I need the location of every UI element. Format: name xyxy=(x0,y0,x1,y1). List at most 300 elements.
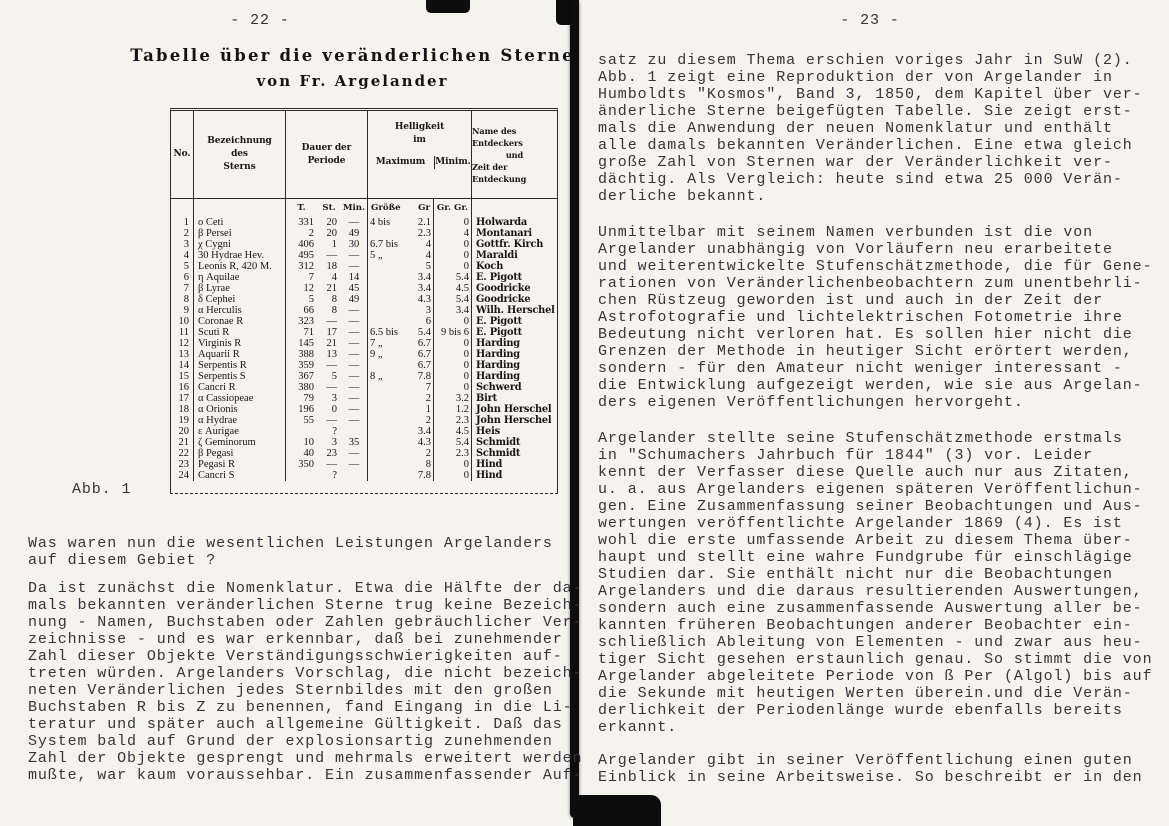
cell-discoverer: Hind xyxy=(471,459,557,470)
table-row xyxy=(171,459,557,470)
cell-discoverer: John Herschel xyxy=(471,415,557,426)
cell-discoverer: Koch xyxy=(471,261,557,272)
text-line: derliche bekannt. xyxy=(598,188,767,205)
max-left-part: 4 bis xyxy=(370,217,391,228)
text-line: haupt und stellt eine wahre Fundgrube für einschlägige xyxy=(598,549,1133,566)
text-line: mußte, war kaum voraussehbar. Ein zusammenfassender Auf- xyxy=(28,767,583,784)
cell-discoverer: E. Pigott xyxy=(471,272,557,283)
cell-brightness-maximum xyxy=(367,382,433,393)
cell-star-name: δ Cephei xyxy=(193,294,285,305)
text-line: wertungen veröffentlichte Argelander 1869 (4). Es ist xyxy=(598,515,1123,532)
text-line: Buchstaben R bis Z zu benennen, fand Eingang in die Li- xyxy=(28,699,573,716)
cell-brightness-maximum xyxy=(367,327,433,338)
cell-period-hours: 17 xyxy=(326,327,337,338)
cell-period-hours: 8 xyxy=(331,294,337,305)
table-title-line1: Tabelle über die veränderlichen Sterne xyxy=(130,46,575,65)
right-paragraph-3 xyxy=(598,430,1152,736)
cell-discoverer: E. Pigott xyxy=(471,316,557,327)
text-line: Dauer der xyxy=(301,142,352,153)
cell-period-hours: — xyxy=(326,459,337,470)
cell-period-hours: 3 xyxy=(331,437,337,448)
table-row xyxy=(171,349,557,360)
text-line: schließlich Ableitung von Elementen - und zwar aus heu- xyxy=(598,634,1143,651)
cell-period-days xyxy=(285,426,317,437)
text-line: Argelander stellte seine Stufenschätzmethode erstmals xyxy=(598,430,1123,447)
cell-discoverer: Goodricke xyxy=(471,283,557,294)
cell-star-name: Leonis R, 420 M. xyxy=(193,261,285,272)
cell-brightness-maximum xyxy=(367,316,433,327)
table-row xyxy=(171,217,557,228)
cell-star-name: ζ Geminorum xyxy=(193,437,285,448)
text-line: Sterns xyxy=(223,162,256,172)
cell-period-days: 406 xyxy=(285,239,317,250)
cell-period-days: 40 xyxy=(285,448,317,459)
table-row xyxy=(171,371,557,382)
table-title-line2: von Fr. Argelander xyxy=(256,72,449,90)
cell-row-number: 9 xyxy=(183,305,189,316)
scan-mark-bottom xyxy=(573,795,661,826)
table-row xyxy=(171,239,557,250)
cell-star-name: Scuti R xyxy=(193,327,285,338)
subheader-spacer xyxy=(193,199,285,217)
cell-brightness-maximum xyxy=(367,338,433,349)
table-row xyxy=(171,426,557,437)
cell-period-minutes: — xyxy=(348,371,360,382)
cell-row-number: 23 xyxy=(178,459,189,470)
cell-period-hours: 18 xyxy=(326,261,337,272)
cell-brightness-minimum: 0 xyxy=(433,459,471,470)
cell-brightness-minimum: 0 xyxy=(433,261,471,272)
text-line: erkannt. xyxy=(598,719,678,736)
cell-period-minutes: — xyxy=(348,393,360,404)
cell-star-name: α Orionis xyxy=(193,404,285,415)
cell-period-hours: 13 xyxy=(326,349,337,360)
cell-period-days: 2 xyxy=(285,228,317,239)
cell-brightness-maximum xyxy=(367,470,433,481)
max-right-part: 3.4 xyxy=(417,272,431,283)
cell-row-number: 10 xyxy=(178,316,189,327)
text-line: Unmittelbar mit seinem Namen verbunden ist die von xyxy=(598,224,1094,241)
text-line: nung - Namen, Buchstaben oder Zahlen gebräuchlicher Ver- xyxy=(28,614,583,631)
text-line: Argelander abgeleitete Periode von ß Per (Algol) bis auf xyxy=(598,668,1153,685)
cell-discoverer: Maraldi xyxy=(471,250,557,261)
text-line: Bedeutung nicht verloren hat. Es sollen hier nicht die xyxy=(598,326,1133,343)
cell-row-number: 16 xyxy=(178,382,189,393)
max-right-part: 4 xyxy=(425,250,431,261)
text-line: zeichnisse - und es war erkennbar, daß bei zunehmender xyxy=(28,631,563,648)
cell-discoverer: Wilh. Herschel xyxy=(471,305,557,316)
table-row xyxy=(171,250,557,261)
cell-row-number: 13 xyxy=(178,349,189,360)
cell-row-number: 24 xyxy=(178,470,189,481)
cell-discoverer: Gottfr. Kirch xyxy=(471,239,557,250)
text-line: sondern - für den Amateur nicht weniger interessant - xyxy=(598,360,1123,377)
cell-period-days: 71 xyxy=(285,327,317,338)
variable-stars-table xyxy=(170,108,558,494)
subheader-tage: T. xyxy=(285,199,317,217)
cell-row-number: 20 xyxy=(178,426,189,437)
max-right-part: 4.3 xyxy=(417,437,431,448)
cell-period-hours: 4 xyxy=(331,272,337,283)
cell-period-days: 323 xyxy=(285,316,317,327)
cell-period-days: 10 xyxy=(285,437,317,448)
cell-period-minutes: — xyxy=(348,404,360,415)
max-right-part: 4.3 xyxy=(417,294,431,305)
subheader-spacer xyxy=(171,199,193,217)
text-line: mals bekannten veränderlichen Sterne trug keine Bezeich- xyxy=(28,597,583,614)
cell-brightness-minimum: 4 xyxy=(433,228,471,239)
cell-period-hours: 8 xyxy=(331,305,337,316)
cell-discoverer: Harding xyxy=(471,338,557,349)
cell-brightness-maximum xyxy=(367,239,433,250)
cell-brightness-minimum: 0 xyxy=(433,360,471,371)
cell-row-number: 7 xyxy=(183,283,189,294)
max-right-part: 2 xyxy=(425,448,431,459)
cell-brightness-minimum: 5.4 xyxy=(433,272,471,283)
column-header-bezeichnung xyxy=(193,111,285,198)
cell-discoverer: Hind xyxy=(471,470,557,481)
cell-discoverer: Goodricke xyxy=(471,294,557,305)
table-row xyxy=(171,382,557,393)
cell-discoverer: Schmidt xyxy=(471,448,557,459)
cell-brightness-minimum: 0 xyxy=(433,217,471,228)
header-max-min-split xyxy=(368,156,472,169)
max-right-part: 6.7 xyxy=(417,349,431,360)
cell-brightness-minimum: 9 bis 6 xyxy=(433,327,471,338)
max-left-part: 6.7 bis xyxy=(370,239,399,250)
cell-star-name: Aquarii R xyxy=(193,349,285,360)
text-line: und xyxy=(505,149,524,160)
cell-period-hours: 23 xyxy=(326,448,337,459)
text-line: Argelander gibt in seiner Veröffentlichung einen guten xyxy=(598,752,1133,769)
cell-period-minutes: — xyxy=(348,415,360,426)
text-line: Studien dar. Sie enthält nicht nur die Beobachtungen xyxy=(598,566,1113,583)
subheader-stunden: St. xyxy=(322,203,336,213)
max-left-part: 5 „ xyxy=(370,250,383,261)
text-line: Abb. 1 zeigt eine Reproduktion der von Argelander in xyxy=(598,69,1113,86)
subheader-gr-gr: Gr. Gr. xyxy=(433,199,471,217)
cell-brightness-maximum xyxy=(367,437,433,448)
cell-row-number: 4 xyxy=(183,250,189,261)
cell-brightness-minimum: 0 xyxy=(433,371,471,382)
cell-discoverer: Harding xyxy=(471,360,557,371)
cell-row-number: 1 xyxy=(183,217,189,228)
text-line: auf diesem Gebiet ? xyxy=(28,552,217,569)
text-line: Helligkeit xyxy=(394,122,445,132)
text-line: große Zahl von Sternen war der Veränderlichkeit ver- xyxy=(598,154,1113,171)
table-row xyxy=(171,283,557,294)
table-row xyxy=(171,470,557,481)
cell-brightness-minimum: 0 xyxy=(433,349,471,360)
cell-brightness-minimum: 2.3 xyxy=(433,448,471,459)
cell-brightness-maximum xyxy=(367,371,433,382)
cell-star-name: χ Cygni xyxy=(193,239,285,250)
table-row xyxy=(171,393,557,404)
table-row xyxy=(171,261,557,272)
cell-period-hours: — xyxy=(326,360,337,371)
text-line: neten Veränderlichen jedes Sternbildes mit den großen xyxy=(28,682,553,699)
cell-row-number: 12 xyxy=(178,338,189,349)
cell-star-name: ε Aurigae xyxy=(193,426,285,437)
cell-discoverer: Heis xyxy=(471,426,557,437)
header-helligkeit-lines xyxy=(395,121,444,147)
max-right-part: 4 xyxy=(425,239,431,250)
text-line: tiger Sicht gesehen erstaunlich genau. So stimmt die von xyxy=(598,651,1153,668)
right-paragraph-2 xyxy=(598,224,1152,411)
cell-period-days xyxy=(285,470,317,481)
column-header-no xyxy=(171,111,193,198)
text-line: chen Rüstzeug geworden ist und auch in der Zeit der xyxy=(598,292,1103,309)
cell-brightness-minimum: 0 xyxy=(433,250,471,261)
header-maximum-label: Maximum xyxy=(375,157,426,167)
cell-brightness-maximum xyxy=(367,294,433,305)
cell-period-hours: ? xyxy=(332,426,337,437)
text-line: u. a. aus Argelanders eigenen späteren Veröffentlichun- xyxy=(598,481,1143,498)
cell-period-minutes: 45 xyxy=(348,283,360,294)
table-row xyxy=(171,294,557,305)
text-line: Astrofotografie und lichtelektrischen Fotometrie ihre xyxy=(598,309,1123,326)
cell-brightness-maximum xyxy=(367,459,433,470)
max-right-part: 7.8 xyxy=(417,470,431,481)
cell-brightness-minimum: 3.4 xyxy=(433,305,471,316)
table-row xyxy=(171,272,557,283)
cell-row-number: 3 xyxy=(183,239,189,250)
cell-brightness-minimum: 0 xyxy=(433,338,471,349)
cell-period-days: 55 xyxy=(285,415,317,426)
text-line: System bald auf Grund der explosionsartig zunehmenden xyxy=(28,733,553,750)
cell-star-name: o Ceti xyxy=(193,217,285,228)
cell-discoverer: Montanari xyxy=(471,228,557,239)
header-no-label: No. xyxy=(173,149,191,159)
cell-period-minutes: — xyxy=(348,217,360,228)
subheader-groesse xyxy=(367,199,433,217)
text-line: ders eigenen Veröffentlichungen hervorgeht. xyxy=(598,394,1024,411)
table-row xyxy=(171,415,557,426)
cell-period-minutes: — xyxy=(348,448,360,459)
cell-brightness-maximum xyxy=(367,272,433,283)
table-header xyxy=(171,111,557,199)
cell-period-minutes xyxy=(341,470,367,481)
cell-period-hours: ? xyxy=(332,470,337,481)
subheader-groesse-label: Größe xyxy=(371,203,401,213)
cell-brightness-minimum: 1.2 xyxy=(433,404,471,415)
text-line: Argelander unabhängig von Vorläufern neu erarbeitete xyxy=(598,241,1113,258)
text-line: Da ist zunächst die Nomenklatur. Etwa die Hälfte der da- xyxy=(28,580,583,597)
cell-period-minutes: — xyxy=(348,360,360,371)
cell-brightness-minimum: 4.5 xyxy=(433,426,471,437)
cell-period-days: 380 xyxy=(285,382,317,393)
cell-period-minutes: 49 xyxy=(348,228,360,239)
cell-period-days: 495 xyxy=(285,250,317,261)
cell-brightness-maximum xyxy=(367,283,433,294)
cell-period-days: 367 xyxy=(285,371,317,382)
cell-period-hours: 0 xyxy=(331,404,337,415)
table-title xyxy=(130,46,575,90)
cell-period-minutes: 14 xyxy=(348,272,360,283)
cell-row-number: 5 xyxy=(183,261,189,272)
cell-brightness-maximum xyxy=(367,305,433,316)
cell-star-name: Coronae R xyxy=(193,316,285,327)
subheader-spacer xyxy=(471,199,557,217)
cell-period-minutes: — xyxy=(348,327,360,338)
right-paragraph-1 xyxy=(598,52,1143,205)
cell-star-name: β Persei xyxy=(193,228,285,239)
max-right-part: 1 xyxy=(425,404,431,415)
cell-period-hours: — xyxy=(326,382,337,393)
cell-discoverer: Holwarda xyxy=(471,217,557,228)
cell-star-name: α Cassiopeae xyxy=(193,393,285,404)
text-line: Zeit der Entdeckung xyxy=(472,161,527,184)
cell-star-name: α Hydrae xyxy=(193,415,285,426)
max-right-part: 5 xyxy=(425,261,431,272)
cell-period-minutes: 49 xyxy=(348,294,360,305)
cell-brightness-maximum xyxy=(367,261,433,272)
max-left-part: 9 „ xyxy=(370,349,383,360)
column-header-dauer xyxy=(285,111,367,198)
cell-star-name: Serpentis R xyxy=(193,360,285,371)
cell-discoverer: Harding xyxy=(471,349,557,360)
cell-brightness-minimum: 0 xyxy=(433,316,471,327)
max-right-part: 6.7 xyxy=(417,338,431,349)
cell-period-hours: — xyxy=(326,250,337,261)
text-line: rationen von Veränderlichenbeobachtern zum unentbehrli- xyxy=(598,275,1143,292)
subheader-minuten: Min. xyxy=(342,203,366,213)
cell-brightness-maximum xyxy=(367,393,433,404)
cell-period-days: 66 xyxy=(285,305,317,316)
cell-period-days: 79 xyxy=(285,393,317,404)
cell-period-days: 312 xyxy=(285,261,317,272)
max-right-part: 5.4 xyxy=(417,327,431,338)
table-row xyxy=(171,327,557,338)
text-line: mals die Anwendung der neuen Nomenklatur und enthält xyxy=(598,120,1113,137)
text-line: Was waren nun die wesentlichen Leistungen Argelanders xyxy=(28,535,553,552)
cell-row-number: 18 xyxy=(178,404,189,415)
cell-period-hours: — xyxy=(326,316,337,327)
cell-period-minutes: — xyxy=(348,338,360,349)
right-page-number: - 23 - xyxy=(840,12,900,29)
max-right-part: 6 xyxy=(425,316,431,327)
cell-period-minutes: 35 xyxy=(348,437,360,448)
cell-period-days: 359 xyxy=(285,360,317,371)
text-line: wohl die erste umfassende Arbeit zu diesem Thema über- xyxy=(598,532,1133,549)
subheader-gr-label: Gr xyxy=(418,203,430,213)
cell-star-name: Pegasi R xyxy=(193,459,285,470)
cell-row-number: 15 xyxy=(178,371,189,382)
cell-period-days: 350 xyxy=(285,459,317,470)
text-line: die Sekunde mit heutigen Werten überein.und die Verän- xyxy=(598,685,1133,702)
text-line: kannten früheren Beobachtungen anderer Beobachter ein- xyxy=(598,617,1133,634)
cell-row-number: 6 xyxy=(183,272,189,283)
text-line: sondern auch eine zusammenfassende Auswertung aller be- xyxy=(598,600,1143,617)
cell-star-name: β Lyrae xyxy=(193,283,285,294)
max-right-part: 2 xyxy=(425,393,431,404)
cell-brightness-minimum: 0 xyxy=(433,470,471,481)
cell-period-hours: 21 xyxy=(326,283,337,294)
table-row xyxy=(171,437,557,448)
cell-period-minutes: — xyxy=(348,459,360,470)
cell-discoverer: Birt xyxy=(471,393,557,404)
cell-brightness-maximum xyxy=(367,217,433,228)
table-body xyxy=(171,217,557,493)
text-line: in "Schumachers Jahrbuch für 1844" (3) vor. Leider xyxy=(598,447,1094,464)
cell-period-hours: 20 xyxy=(326,217,337,228)
column-header-entdecker xyxy=(471,111,557,198)
cell-row-number: 8 xyxy=(183,294,189,305)
cell-brightness-minimum: 5.4 xyxy=(433,437,471,448)
text-line: Humboldts "Kosmos", Band 3, 1850, dem Kapitel über ver- xyxy=(598,86,1143,103)
cell-brightness-maximum xyxy=(367,415,433,426)
text-line: satz zu diesem Thema erschien voriges Jahr in SuW (2). xyxy=(598,52,1133,69)
text-line: derlichkeit der Periodenlänge wurde ebenfalls bereits xyxy=(598,702,1123,719)
cell-star-name: η Aquilae xyxy=(193,272,285,283)
table-row xyxy=(171,448,557,459)
cell-brightness-minimum: 5.4 xyxy=(433,294,471,305)
cell-period-hours: 3 xyxy=(331,393,337,404)
cell-star-name: Cancri R xyxy=(193,382,285,393)
cell-discoverer: Schmidt xyxy=(471,437,557,448)
left-page-number: - 22 - xyxy=(230,12,290,29)
text-line: die Entwicklung aufgezeigt werden, wie sie aus Argelan- xyxy=(598,377,1143,394)
max-right-part: 3.4 xyxy=(417,283,431,294)
cell-star-name: 30 Hydrae Hev. xyxy=(193,250,285,261)
cell-period-minutes: — xyxy=(348,349,360,360)
table-row xyxy=(171,360,557,371)
table-row xyxy=(171,338,557,349)
cell-period-days: 196 xyxy=(285,404,317,415)
cell-brightness-maximum xyxy=(367,349,433,360)
max-right-part: 7 xyxy=(425,382,431,393)
cell-row-number: 14 xyxy=(178,360,189,371)
cell-star-name: β Pegasi xyxy=(193,448,285,459)
cell-brightness-maximum xyxy=(367,360,433,371)
left-heading xyxy=(28,535,553,569)
figure-label: Abb. 1 xyxy=(72,481,132,498)
table-row xyxy=(171,404,557,415)
text-line: alle damals bekannten Veränderlichen. Eine etwa gleich xyxy=(598,137,1133,154)
max-left-part: 8 „ xyxy=(370,371,383,382)
cell-period-days: 12 xyxy=(285,283,317,294)
cell-brightness-minimum: 3.2 xyxy=(433,393,471,404)
left-paragraph xyxy=(28,580,582,784)
text-line: des xyxy=(231,149,248,159)
cell-brightness-maximum xyxy=(367,448,433,459)
cell-discoverer: John Herschel xyxy=(471,404,557,415)
cell-period-days: 388 xyxy=(285,349,317,360)
cell-brightness-minimum: 0 xyxy=(433,239,471,250)
cell-discoverer: E. Pigott xyxy=(471,327,557,338)
text-line: und weiterentwickelte Stufenschätzmethode, die für Gene- xyxy=(598,258,1153,275)
table-subheader xyxy=(171,199,557,217)
text-line: änderliche Sterne beigefügten Tabelle. Sie zeigt erst- xyxy=(598,103,1133,120)
cell-brightness-maximum xyxy=(367,250,433,261)
scan-mark-top xyxy=(426,0,470,13)
cell-brightness-minimum: 4.5 xyxy=(433,283,471,294)
cell-period-days: 5 xyxy=(285,294,317,305)
cell-period-minutes: — xyxy=(348,316,360,327)
text-line: im xyxy=(413,135,426,145)
text-line: Zahl der Objekte gesprengt und mehrmals erweitert werden xyxy=(28,750,583,767)
cell-discoverer: Harding xyxy=(471,371,557,382)
cell-period-hours: — xyxy=(326,415,337,426)
cell-period-minutes: 30 xyxy=(348,239,360,250)
cell-period-minutes: — xyxy=(348,382,360,393)
table-row xyxy=(171,305,557,316)
max-right-part: 3 xyxy=(425,305,431,316)
cell-star-name: Virginis R xyxy=(193,338,285,349)
cell-period-minutes xyxy=(341,426,367,437)
cell-period-hours: 5 xyxy=(331,371,337,382)
text-line: Bezeichnung xyxy=(207,136,272,146)
